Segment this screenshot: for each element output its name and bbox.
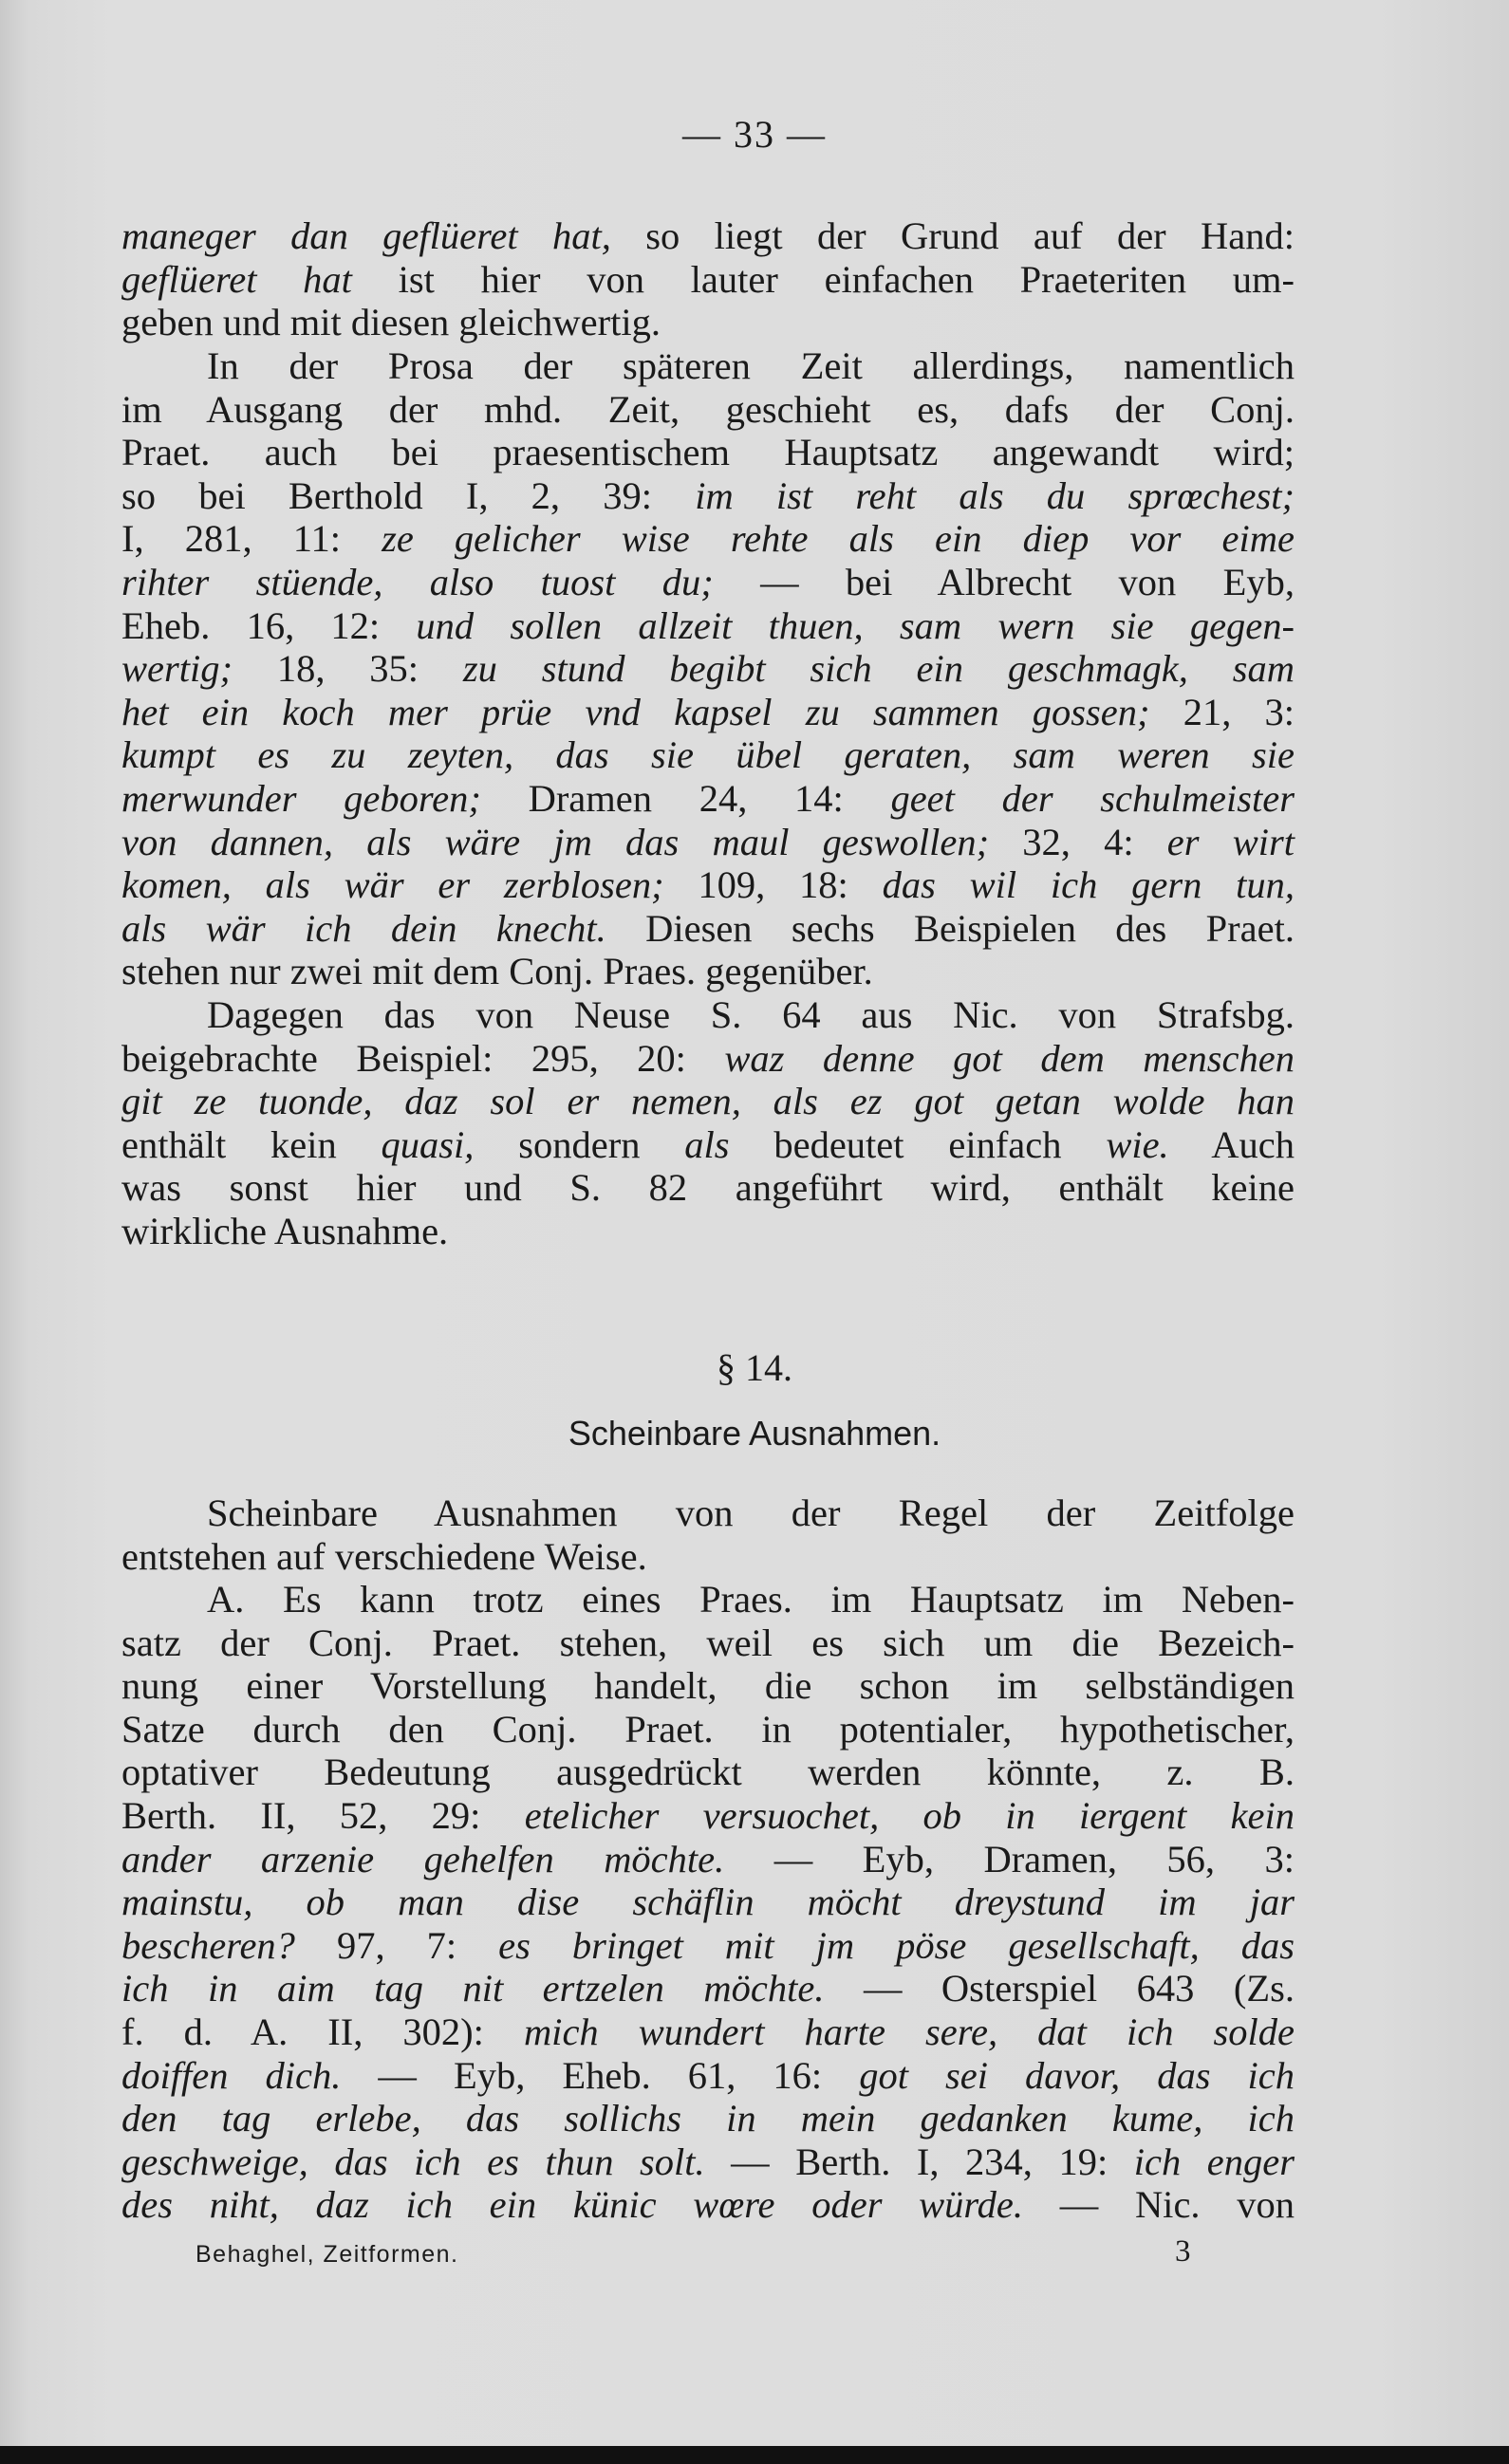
italic-quotation: wie. <box>1106 1122 1169 1166</box>
text-line <box>121 2054 1295 2098</box>
text-line <box>121 474 1295 518</box>
text-segment: entstehen auf verschiedene Weise. <box>121 1534 647 1578</box>
page-number: — 33 — <box>682 113 827 156</box>
text-line <box>121 2140 1295 2184</box>
text-segment: Auch <box>1168 1122 1295 1166</box>
text-line <box>121 1037 1295 1081</box>
text-segment: ist hier von lauter einfachen Praeteriten um- <box>351 257 1295 301</box>
text-segment: beigebrachte Beispiel: 295, 20: <box>121 1036 725 1080</box>
text-line <box>121 258 1295 302</box>
text-line <box>121 993 1295 1037</box>
text-line <box>121 561 1295 604</box>
text-line <box>121 1535 1295 1579</box>
italic-quotation: merwunder geboren; <box>121 776 481 820</box>
text-segment: I, 281, 11: <box>121 517 382 561</box>
italic-quotation: het ein koch mer prüe vnd kapsel zu sammen gossen; <box>121 690 1150 733</box>
signature-mark: 3 <box>1175 2234 1191 2269</box>
italic-quotation: ich in aim tag nit ertzelen möchte. <box>121 1967 825 2010</box>
text-segment: 18, 35: <box>233 647 463 691</box>
text-segment: Dagegen das von Neuse S. 64 aus Nic. von Strafsbg. <box>207 993 1295 1036</box>
italic-quotation: etelicher versuochet, ob in iergent kein <box>524 1793 1295 1837</box>
paragraph-5 <box>121 1578 1295 2227</box>
italic-quotation: quasi, <box>381 1122 475 1166</box>
scan-edge <box>0 2446 1509 2464</box>
text-line <box>121 1708 1295 1751</box>
text-segment: — Eyb, Eheb. 61, 16: <box>341 2053 860 2097</box>
text-segment: im Ausgang der mhd. Zeit, geschieht es, dafs der Conj. <box>121 387 1295 431</box>
text-line <box>121 1838 1295 1881</box>
text-segment: satz der Conj. Praet. stehen, weil es sich um die Bezeich- <box>121 1621 1295 1664</box>
text-line <box>121 2010 1295 2054</box>
text-segment: — Osterspiel 643 (Zs. <box>824 1967 1295 2010</box>
italic-quotation: den tag erlebe, das sollichs in mein gedanken kume, ich <box>121 2097 1295 2140</box>
text-segment: geben und mit diesen gleichwertig. <box>121 301 661 344</box>
text-segment: sondern <box>474 1122 685 1166</box>
text-line <box>121 821 1295 864</box>
text-line <box>121 733 1295 777</box>
text-line <box>121 950 1295 993</box>
paragraph-3 <box>121 993 1295 1253</box>
italic-quotation: ze gelicher wise rehte als ein diep vor eime <box>382 517 1295 561</box>
italic-quotation: als <box>684 1122 730 1166</box>
text-line <box>121 388 1295 432</box>
text-line <box>121 301 1295 344</box>
text-line <box>121 1967 1295 2010</box>
text-line <box>121 1880 1295 1924</box>
text-segment: Praet. auch bei praesentischem Hauptsatz angewandt wird; <box>121 431 1295 474</box>
text-line <box>121 2183 1295 2227</box>
italic-quotation: mainstu, ob man dise schäflin möcht dreystund im jar <box>121 1880 1295 1924</box>
italic-quotation: und sollen allzeit thuen, sam wern sie gegen- <box>416 603 1295 647</box>
text-segment: Dramen 24, 14: <box>480 776 891 820</box>
italic-quotation: mich wundert harte sere, dat ich solde <box>523 2010 1295 2053</box>
text-segment: stehen nur zwei mit dem Conj. Praes. gegenüber. <box>121 950 873 993</box>
text-line <box>121 863 1295 907</box>
text-line <box>121 1578 1295 1621</box>
italic-quotation: geschweige, das ich es thun solt. <box>121 2140 705 2183</box>
paragraph-1 <box>121 214 1295 344</box>
italic-quotation: als wär ich dein knecht. <box>121 906 606 950</box>
text-segment: Scheinbare Ausnahmen von der Regel der Zeitfolge <box>207 1491 1295 1534</box>
text-segment: — Berth. I, 234, 19: <box>704 2140 1134 2183</box>
text-line <box>121 1924 1295 1968</box>
text-segment: wirkliche Ausnahme. <box>121 1209 449 1252</box>
text-line <box>121 431 1295 474</box>
text-segment: — Nic. von <box>1023 2183 1295 2227</box>
section-number: § 14. <box>717 1346 792 1389</box>
italic-quotation: er wirt <box>1166 820 1295 863</box>
paragraph-2 <box>121 344 1295 993</box>
text-segment: so liegt der Grund auf der Hand: <box>610 214 1295 257</box>
italic-quotation: komen, als wär er zerblosen; <box>121 863 664 907</box>
italic-quotation: maneger dan geflüeret hat, <box>121 214 611 257</box>
text-line <box>121 344 1295 388</box>
text-segment: 97, 7: <box>294 1923 499 1967</box>
italic-quotation: es bringet mit jm pöse gesellschaft, das <box>498 1923 1295 1967</box>
text-segment: optativer Bedeutung ausgedrückt werden könnte, z. B. <box>121 1751 1295 1794</box>
italic-quotation: doiffen dich. <box>121 2053 342 2097</box>
text-line <box>121 1621 1295 1665</box>
text-segment: was sonst hier und S. 82 angeführt wird, enthält keine <box>121 1166 1295 1210</box>
text-segment: so bei Berthold I, 2, 39: <box>121 473 696 517</box>
text-segment: nung einer Vorstellung handelt, die schon im selbständigen <box>121 1664 1295 1708</box>
text-line <box>121 517 1295 561</box>
text-line <box>121 777 1295 821</box>
text-line <box>121 907 1295 951</box>
italic-quotation: geflüeret hat <box>121 257 352 301</box>
text-segment: Berth. II, 52, 29: <box>121 1793 525 1837</box>
italic-quotation: ander arzenie gehelfen möchte. <box>121 1837 725 1880</box>
text-line <box>121 1123 1295 1167</box>
italic-quotation: bescheren? <box>121 1923 295 1967</box>
text-line <box>121 1664 1295 1708</box>
italic-quotation: git ze tuonde, daz sol er nemen, als ez got getan wolde han <box>121 1080 1295 1123</box>
paragraph-4 <box>121 1491 1295 1578</box>
text-segment: 109, 18: <box>663 863 883 907</box>
italic-quotation: waz denne got dem menschen <box>724 1036 1295 1080</box>
text-segment: Eheb. 16, 12: <box>121 603 417 647</box>
text-line <box>121 691 1295 734</box>
text-segment: A. Es kann trotz eines Praes. im Hauptsatz im Neben- <box>207 1578 1295 1621</box>
italic-quotation: got sei davor, das ich <box>859 2053 1295 2097</box>
italic-quotation: das wil ich gern tun, <box>882 863 1295 907</box>
text-line <box>121 1751 1295 1794</box>
italic-quotation: rihter stüende, also tuost du; <box>121 560 714 603</box>
text-segment: 32, 4: <box>989 820 1167 863</box>
text-line <box>121 1794 1295 1838</box>
text-segment: 21, 3: <box>1149 690 1295 733</box>
text-segment: Satze durch den Conj. Praet. in potentialer, hypothetischer, <box>121 1707 1295 1751</box>
text-line <box>121 647 1295 691</box>
text-segment: In der Prosa der späteren Zeit allerdings, namentlich <box>207 344 1295 387</box>
text-segment: f. d. A. II, 302): <box>121 2010 524 2053</box>
italic-quotation: geet der schulmeister <box>890 776 1295 820</box>
text-line <box>121 1491 1295 1535</box>
text-line <box>121 1210 1295 1253</box>
italic-quotation: im ist reht als du sprœchest; <box>695 473 1295 517</box>
running-footer-title: Behaghel, Zeitformen. <box>196 2241 459 2268</box>
italic-quotation: des niht, daz ich ein künic wœre oder würde. <box>121 2183 1024 2227</box>
italic-quotation: von dannen, als wäre jm das maul geswollen; <box>121 820 990 863</box>
text-line <box>121 214 1295 258</box>
text-line <box>121 1166 1295 1210</box>
section-heading: Scheinbare Ausnahmen. <box>568 1414 941 1453</box>
text-segment: bedeutet einfach <box>729 1122 1107 1166</box>
text-segment: — bei Albrecht von Eyb, <box>713 560 1295 603</box>
text-line <box>121 1080 1295 1123</box>
text-line <box>121 604 1295 648</box>
text-line <box>121 2097 1295 2140</box>
italic-quotation: zu stund begibt sich ein geschmagk, sam <box>462 647 1295 691</box>
text-segment: Diesen sechs Beispielen des Praet. <box>605 906 1295 950</box>
italic-quotation: kumpt es zu zeyten, das sie übel geraten, sam weren sie <box>121 733 1295 777</box>
text-segment: — Eyb, Dramen, 56, 3: <box>724 1837 1295 1880</box>
italic-quotation: ich enger <box>1133 2140 1295 2183</box>
italic-quotation: wertig; <box>121 647 233 691</box>
text-segment: enthält kein <box>121 1122 382 1166</box>
